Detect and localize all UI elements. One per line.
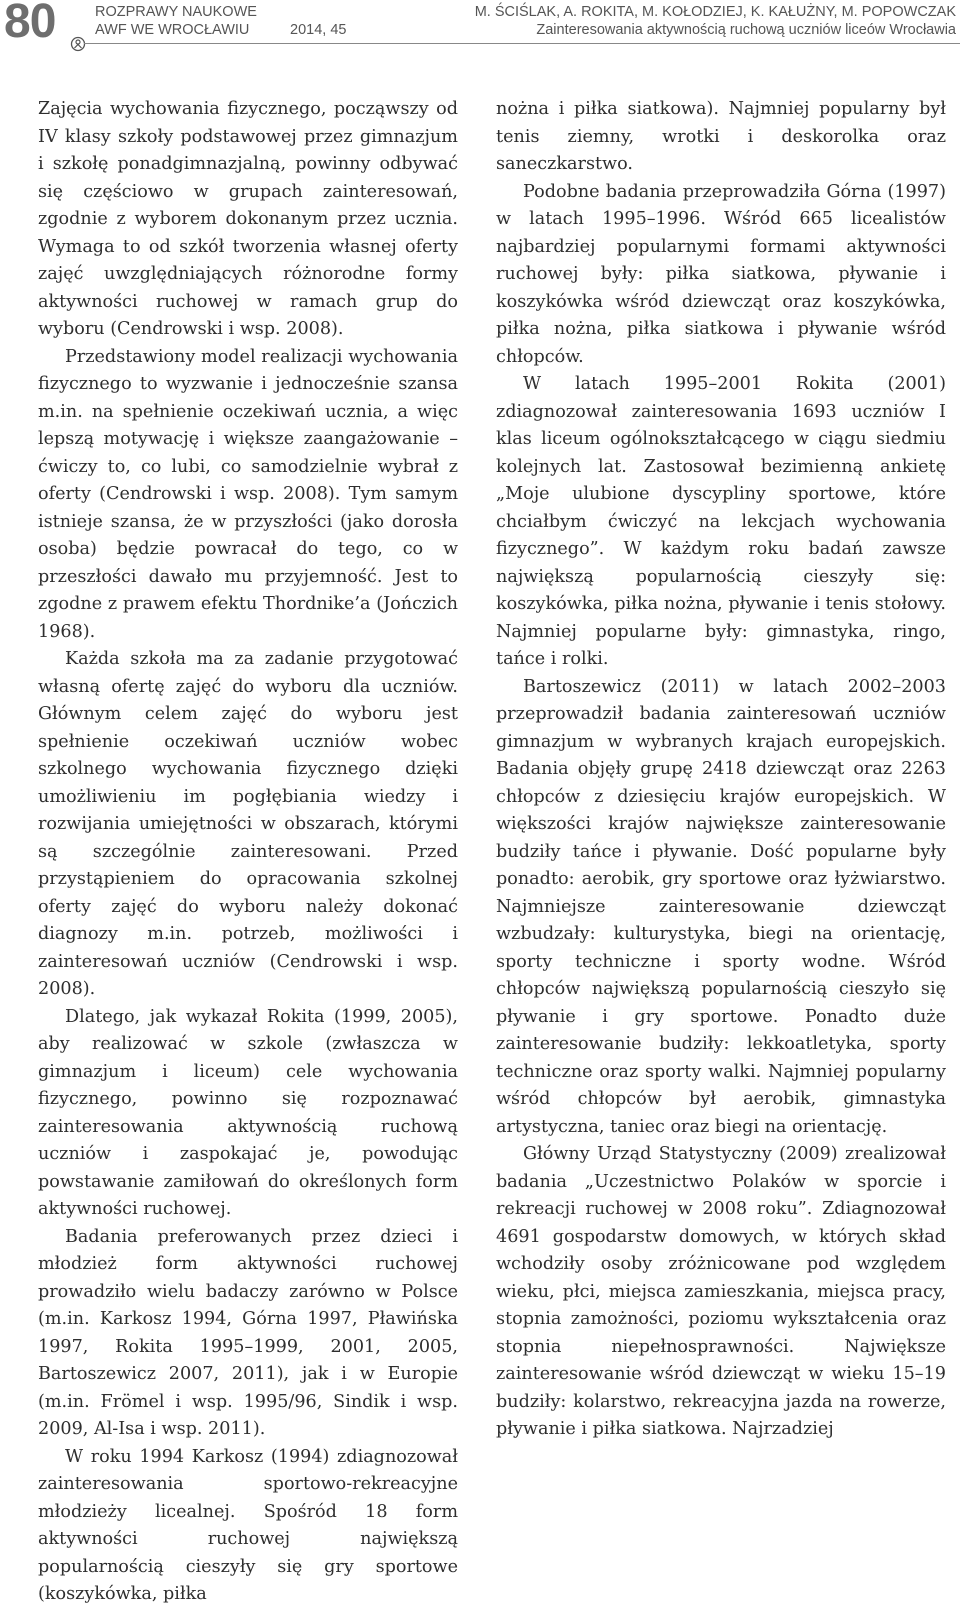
header-divider bbox=[84, 43, 960, 44]
running-title: Zainteresowania aktywnością ruchową uczniów liceów Wrocławia bbox=[536, 22, 956, 38]
paragraph: Główny Urząd Statystyczny (2009) zrealizował badania „Uczestnictwo Polaków w sporcie i rekreacji ruchowej w 2008 roku”. Zdiagnozował 4691 gospodarstw domowych, w których skład wchodziły osoby zróżnicowane pod względem wieku, płci, miejsca zamieszkania, miejsca pracy, stopnia zamożności, poziomu wykształcenia oraz stopnia niepełnosprawności. Największe zainteresowanie wśród dziewcząt w wieku 15–19 budziły: kolarstwo, rekreacyjna jazda na rowerze, pływanie i piłka siatkowa. Najrzadziej bbox=[496, 1144, 946, 1439]
article-authors: M. ŚCIŚLAK, A. ROKITA, M. KOŁODZIEJ, K. KAŁUŻNY, M. POPOWCZAK bbox=[474, 4, 956, 20]
paragraph: Badania preferowanych przez dzieci i młodzież form aktywności ruchowej prowadziło wielu badaczy zarówno w Polsce (m.in. Karkosz 1994, Górna 1997, Pławińska 1997, Rokita 1995–1999, 2001, 2005, Bartoszewicz 2007, 2011), jak i w Europie (m.in. Frömel i wsp. 1995/96, Sindik i wsp. 2009, Al-Isa i wsp. 2011). bbox=[38, 1226, 458, 1439]
left-text-column bbox=[38, 96, 458, 1609]
right-text-column bbox=[496, 96, 946, 1444]
paragraph: Przedstawiony model realizacji wychowania fizycznego to wyzwanie i jednocześnie szansa m.in. na spełnienie oczekiwań ucznia, a więc lepszą motywację i większe zaangażowanie – ćwiczy to, co lubi, co samodzielnie wybrał z oferty (Cendrowski i wsp. 2008). Tym samym istnieje szansa, że w przyszłości (jako dorosła osoba) będzie powracał do tego, co w przeszłości dawało mu przyjemność. Jest to zgodne z prawem efektu Thordnike’a (Jończich 1968). bbox=[38, 346, 458, 642]
paragraph: Bartoszewicz (2011) w latach 2002–2003 przeprowadził badania zainteresowań uczniów gimnazjum w wybranych krajach europejskich. Badania objęły grupę 2418 dziewcząt oraz 2263 chłopców z dziesięciu krajów europejskich. W większości krajów największe zainteresowanie budziły tańce i pływanie. Dość popularne były ponadto: aerobik, gry sportowe oraz łyżwiarstwo. Najmniejsze zainteresowanie dziewcząt wzbudzały: kulturystyka, biegi na orientację, sporty techniczne i sporty wodne. Wśród chłopców największą popularnością cieszyło się pływanie i gry sportowe. Ponadto duże zainteresowanie budziły: lekkoatletyka, sporty techniczne oraz sporty walki. Najmniej popularny wśród chłopców był aerobik, gimnastyka artystyczna, taniec oraz biegi na orientację. bbox=[496, 676, 946, 1137]
journal-name-line2: AWF WE WROCŁAWIU bbox=[95, 22, 250, 38]
paragraph: W roku 1994 Karkosz (1994) zdiagnozował zainteresowania sportowo-rekreacyjne młodzieży licealnej. Spośród 18 form aktywności ruchowej największą popularnością cieszyły się gry sportowe (koszykówka, piłka bbox=[38, 1446, 458, 1604]
page-number: 80 bbox=[4, 0, 56, 48]
journal-year-volume: 2014, 45 bbox=[290, 22, 347, 38]
journal-name-line1: ROZPRAWY NAUKOWE bbox=[95, 4, 257, 20]
paragraph: nożna i piłka siatkowa). Najmniej popularny był tenis ziemny, wrotki i deskorolka oraz saneczkarstwo. bbox=[496, 99, 946, 174]
paragraph: Dlatego, jak wykazał Rokita (1999, 2005), aby realizować w szkole (zwłaszcza w gimnazjum i liceum) cele wychowania fizycznego, powinno się rozpoznawać zainteresowania aktywnością ruchową uczniów i zaspokajać je, powodując powstawanie zamiłowań do określonych form aktywności ruchowej. bbox=[38, 1006, 458, 1219]
page-header bbox=[0, 0, 960, 46]
paragraph: Podobne badania przeprowadziła Górna (1997) w latach 1995–1996. Wśród 665 licealistów najbardziej popularnymi formami aktywności ruchowej były: piłka siatkowa, pływanie i koszykówka wśród dziewcząt oraz koszykówka, piłka nożna, piłka siatkowa i pływanie wśród chłopców. bbox=[496, 181, 946, 367]
paragraph: Zajęcia wychowania fizycznego, począwszy od IV klasy szkoły podstawowej przez gimnazjum i szkołę ponadgimnazjalną, powinny odbywać się częściowo w grupach zainteresowań, zgodnie z wyborem dokonanym przez ucznia. Wymaga to od szkół tworzenia własnej oferty zajęć uwzględniających różnorodne formy aktywności ruchowej w ramach grup do wyboru (Cendrowski i wsp. 2008). bbox=[38, 99, 458, 339]
paragraph: Każda szkoła ma za zadanie przygotować własną ofertę zajęć do wyboru dla uczniów. Głównym celem zajęć do wyboru jest spełnienie oczekiwań uczniów wobec szkolnego wychowania fizycznego dzięki umożliwieniu im pogłębiania wiedzy i rozwijania umiejętności w obszarach, którymi są szczególnie zainteresowani. Przed przystąpieniem do opracowania szkolnej oferty zajęć do wyboru należy dokonać diagnozy m.in. potrzeb, możliwości i zainteresowań uczniów (Cendrowski i wsp. 2008). bbox=[38, 649, 458, 999]
university-logo-icon bbox=[70, 36, 86, 52]
paragraph: W latach 1995–2001 Rokita (2001) zdiagnozował zainteresowania 1693 uczniów I klas liceum ogólnokształcącego w ciągu siedmiu kolejnych lat. Zastosował bezimienną ankietę „Moje ulubione dyscypliny sportowe, które chciałbym ćwiczyć na lekcjach wychowania fizycznego”. W każdym roku badań zawsze największą popularnością cieszyły się: koszykówka, piłka nożna, pływanie i tenis stołowy. Najmniej popularne były: gimnastyka, ringo, tańce i rolki. bbox=[496, 374, 946, 669]
